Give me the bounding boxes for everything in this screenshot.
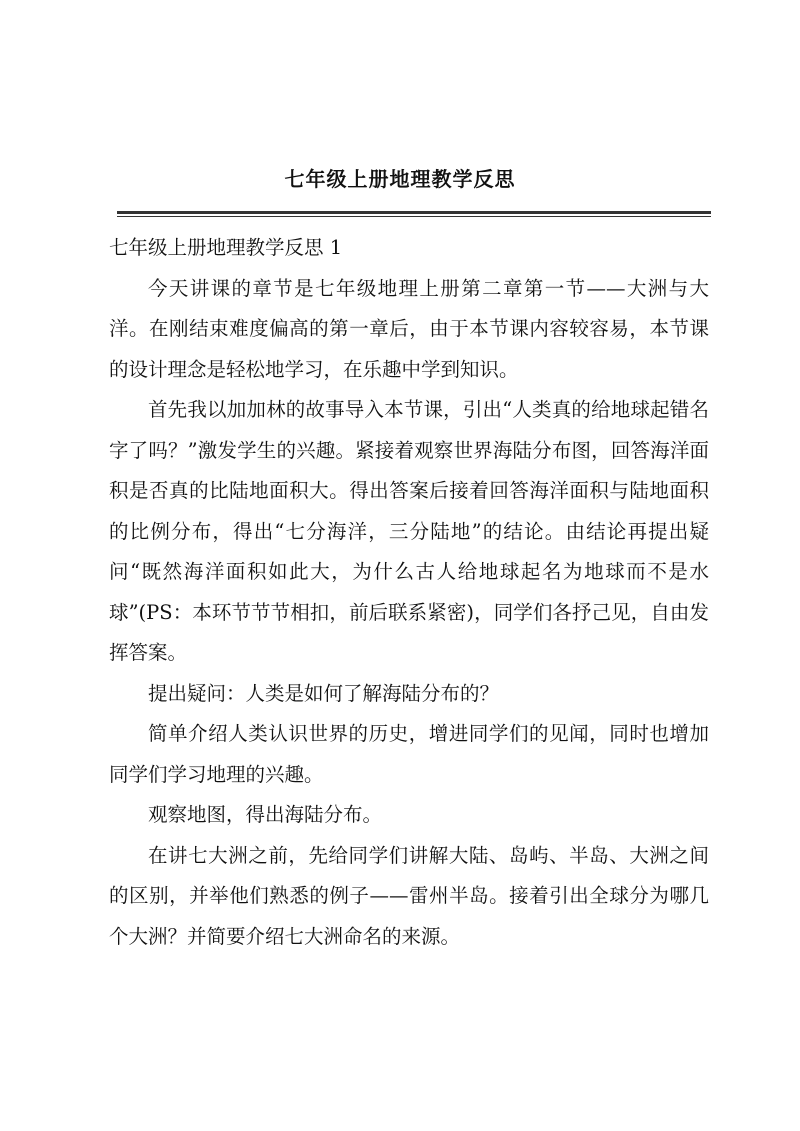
paragraph: 观察地图，得出海陆分布。 bbox=[148, 803, 383, 826]
paragraph: 在讲七大洲之前，先给同学们讲解大陆、岛屿、半岛、大洲之间的区别，并举他们熟悉的例子——雷州半岛。接着引出全球分为哪几个大洲？并简要介绍七大洲命名的来源。 bbox=[109, 843, 709, 948]
paragraph: 今天讲课的章节是七年级地理上册第二章第一节——大洲与大洋。在刚结束难度偏高的第一章后，由于本节课内容较容易，本节课的设计理念是轻松地学习，在乐趣中学到知识。 bbox=[109, 276, 709, 381]
section-heading: 七年级上册地理教学反思 1 bbox=[109, 236, 343, 259]
paragraph: 首先我以加加林的故事导入本节课，引出“人类真的给地球起错名字了吗？”激发学生的兴趣。紧接着观察世界海陆分布图，回答海洋面积是否真的比陆地面积大。得出答案后接着回答海洋面积与陆地面积的比例分布，得出“七分海洋，三分陆地”的结论。由结论再提出疑问“既然海洋面积如此大，为什么古人给地球起名为地球而不是水球”(PS：本环节节节相扣，前后联系紧密)，同学们各抒己见，自由发挥答案。 bbox=[109, 398, 709, 664]
title-divider-thick bbox=[117, 211, 711, 214]
document-body bbox=[109, 228, 709, 957]
title-divider-thin bbox=[117, 216, 711, 217]
paragraph: 简单介绍人类认识世界的历史，增进同学们的见闻，同时也增加同学们学习地理的兴趣。 bbox=[109, 722, 709, 786]
document-title: 七年级上册地理教学反思 bbox=[284, 167, 516, 191]
paragraph: 提出疑问：人类是如何了解海陆分布的？ bbox=[148, 681, 500, 705]
